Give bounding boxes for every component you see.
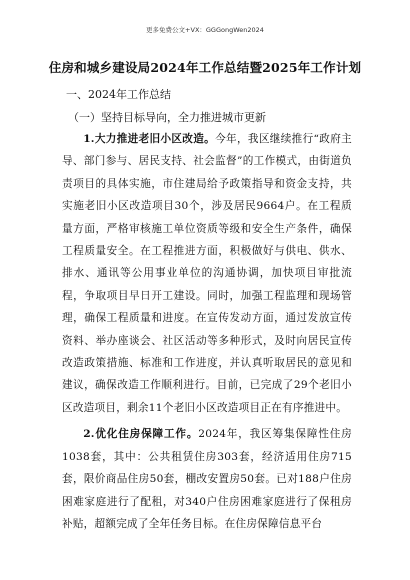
paragraph-heading: 2.优化住房保障工作。 [83,428,199,441]
paragraph-housing-security [62,423,352,535]
paragraph-body: 2024年，我区筹集保障性住房1038套，其中：公共租赁住房303套，经济适用住房715套，限价商品住房50套，棚改安置房50套。已对188户住房困难家庭进行了配租，对340户住房困难家庭进行了保租房补贴，超额完成了全年任务目标。在住房保障信息平台 [62,428,352,530]
document-body [62,128,352,535]
paragraph-heading: 1.大力推进老旧小区改造。 [83,133,216,145]
section-heading: 一、2024年工作总结 [66,88,171,101]
paragraph-body: 今年，我区继续推行“政府主导、部门参与、居民支持、社会监督”的工作模式，由街道负责项目的具体实施，市住建局给予政策指导和资金支持，共实施老旧小区改造项目30个，涉及居民9664户。在工程质量方面，严格审核施工单位资质等级和安全生产条件，确保工程质量安全。在工程推进方面，积极做好与供电、供水、排水、通讯等公用事业单位的沟通协调，加快项目审批流程，争取项目早日开工建设。同时，加强工程监理和现场管理，确保工程质量和进度。在宣传发动方面，通过发放宣传资料、举办座谈会、社区活动等多种形式，及时向居民宣传改造政策措施、标准和工作进度，并认真听取居民的意见和建议，确保改造工作顺利进行。目前，已完成了29个老旧小区改造项目，剩余11个老旧小区改造项目正在有序推进中。 [62,133,353,414]
document-title: 住房和城乡建设局2024年工作总结暨2025年工作计划 [48,60,362,75]
paragraph-old-community-renovation [62,128,352,419]
subsection-heading: （一）坚持目标导向，全力推进城市更新 [68,111,266,124]
watermark-text: 更多免费公文+VX：GGGongWen2024 [146,26,264,34]
